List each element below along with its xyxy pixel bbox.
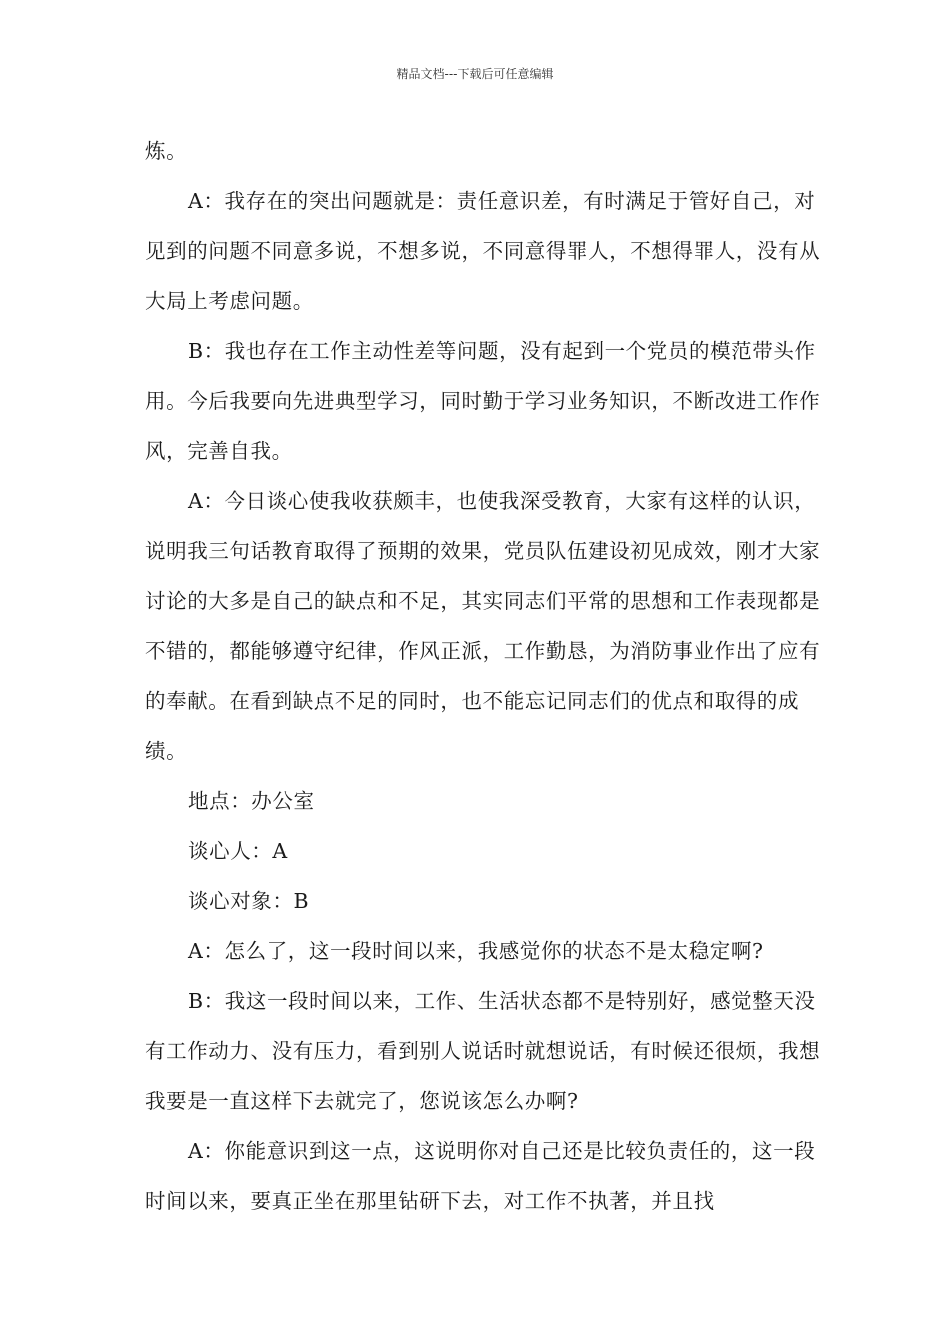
page-header: 精品文档---下载后可任意编辑 [396, 67, 554, 81]
paragraph-speaker: 谈心人：A [188, 839, 288, 863]
paragraph-listener: 谈心对象：B [188, 889, 310, 913]
paragraph-dialogue-a: A：我存在的突出问题就是：责任意识差，有时满足于管好自己，对见到的问题不同意多说，不想多说，不同意得罪人，不想得罪人，没有从大局上考虑问题。 [145, 189, 821, 313]
paragraph-dialogue-a: A：怎么了，这一段时间以来，我感觉你的状态不是太稳定啊? [188, 939, 764, 963]
paragraph-dialogue-b: B：我也存在工作主动性差等问题，没有起到一个党员的模范带头作用。今后我要向先进典型学习，同时勤于学习业务知识，不断改进工作作风，完善自我。 [145, 339, 821, 463]
paragraph-dialogue-b: B：我这一段时间以来，工作、生活状态都不是特别好，感觉整天没有工作动力、没有压力，看到别人说话时就想说话，有时候还很烦，我想我要是一直这样下去就完了，您说该怎么办啊? [145, 989, 821, 1113]
paragraph-location: 地点：办公室 [188, 789, 315, 813]
document-body [145, 126, 825, 1226]
paragraph-dialogue-a: A：你能意识到这一点，这说明你对自己还是比较负责任的，这一段时间以来，要真正坐在那里钻研下去，对工作不执著，并且找 [145, 1139, 816, 1213]
paragraph-continuation: 炼。 [145, 139, 188, 163]
paragraph-dialogue-a: A：今日谈心使我收获颇丰，也使我深受教育，大家有这样的认识，说明我三句话教育取得了预期的效果，党员队伍建设初见成效，刚才大家讨论的大多是自己的缺点和不足，其实同志们平常的思想和工作表现都是不错的，都能够遵守纪律，作风正派，工作勤恳，为消防事业作出了应有的奉献。在看到缺点不足的同时，也不能忘记同志们的优点和取得的成绩。 [145, 489, 821, 763]
